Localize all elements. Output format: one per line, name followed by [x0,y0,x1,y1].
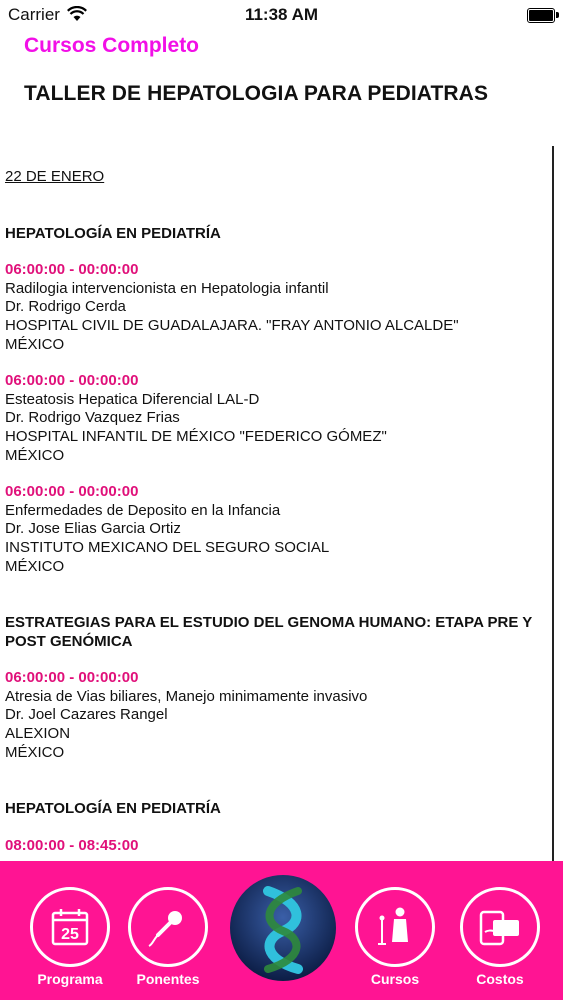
talk-time: 06:00:00 - 00:00:00 [5,483,139,501]
payment-card-icon [477,904,523,950]
talk-item [5,669,550,762]
program-content[interactable] [5,168,550,873]
talk-speaker: Dr. Joel Cazares Rangel [5,706,168,724]
talk-institution: HOSPITAL INFANTIL DE MÉXICO "FEDERICO GÓMEZ" [5,427,387,445]
talk-topic: Radilogia intervencionista en Hepatologia infantil [5,279,329,297]
tab-ponentes-label: Ponentes [136,971,200,987]
tab-cursos[interactable] [355,887,435,987]
nav-title: Cursos Completo [24,34,200,57]
section-title: ESTRATEGIAS PARA EL ESTUDIO DEL GENOMA HUMANO: ETAPA PRE Y POST GENÓMICA [5,614,532,650]
calendar-icon [47,904,93,950]
status-bar [0,0,563,30]
talk-topic: Esteatosis Hepatica Diferencial LAL-D [5,390,260,408]
tab-cursos-circle [355,887,435,967]
talk-time: 06:00:00 - 00:00:00 [5,261,139,279]
clock: 11:38 AM [244,5,319,24]
talk-topic: Enfermedades de Deposito en la Infancia [5,501,281,519]
tab-programa[interactable] [30,887,110,987]
talk-time: 06:00:00 - 00:00:00 [5,372,139,390]
carrier-label: Carrier [8,5,60,24]
tab-programa-label: Programa [37,971,103,987]
talk-country: MÉXICO [5,446,65,464]
tab-costos[interactable] [460,887,540,987]
section-title: HEPATOLOGÍA EN PEDIATRÍA [5,224,221,242]
tab-bar [0,861,563,1000]
talk-item [5,483,550,576]
speaker-podium-icon [372,904,418,950]
calendar-day: 25 [61,926,79,943]
talk-time: 06:00:00 - 00:00:00 [5,669,139,687]
tab-ponentes[interactable] [128,887,208,987]
talk-speaker: Dr. Rodrigo Cerda [5,298,126,316]
scroll-indicator[interactable] [552,146,554,862]
talk-institution: INSTITUTO MEXICANO DEL SEGURO SOCIAL [5,538,330,556]
talk-item [5,837,550,856]
app-logo[interactable] [228,873,338,983]
microphone-icon [145,904,191,950]
talk-country: MÉXICO [5,335,65,353]
battery-icon [527,8,555,23]
talk-country: MÉXICO [5,557,65,575]
talk-speaker: Dr. Jose Elias Garcia Ortiz [5,520,181,538]
talk-institution: ALEXION [5,725,71,743]
program-date: 22 DE ENERO [5,168,105,185]
talk-speaker: Dr. Rodrigo Vazquez Frias [5,409,180,427]
talk-item [5,261,550,354]
tab-ponentes-circle [128,887,208,967]
tab-cursos-label: Cursos [370,971,420,987]
talk-time: 08:00:00 - 08:45:00 [5,836,139,854]
tab-costos-circle [460,887,540,967]
talk-topic: Atresia de Vias biliares, Manejo minimamente invasivo [5,687,368,705]
course-title: TALLER DE HEPATOLOGIA PARA PEDIATRAS [24,82,489,105]
section-title: HEPATOLOGÍA EN PEDIATRÍA [5,800,221,818]
talk-institution: HOSPITAL CIVIL DE GUADALAJARA. "FRAY ANTONIO ALCALDE" [5,316,459,334]
talk-item [5,372,550,465]
app-logo-graphic [228,873,338,983]
tab-costos-label: Costos [476,971,524,987]
talk-country: MÉXICO [5,743,65,761]
tab-programa-circle [30,887,110,967]
